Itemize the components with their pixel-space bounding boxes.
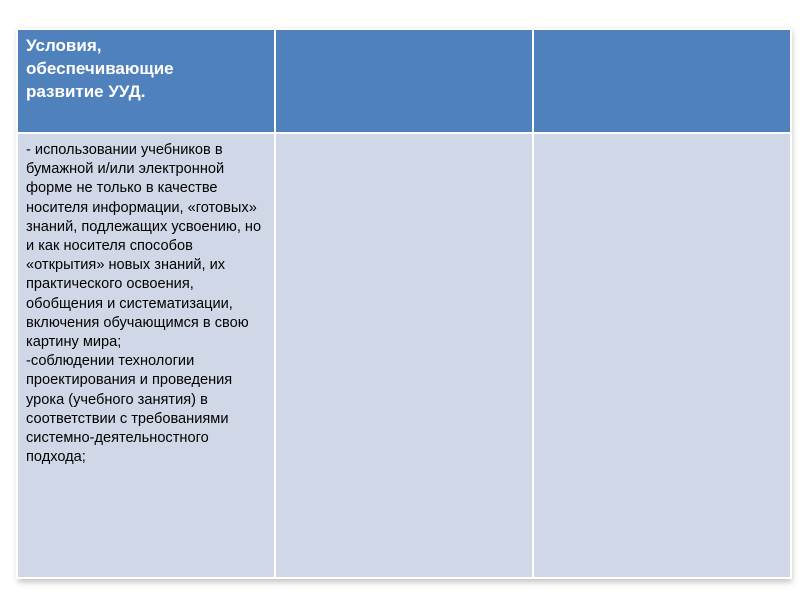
table-container xyxy=(16,28,790,579)
body-cell-3 xyxy=(533,133,791,578)
table-header-row xyxy=(17,29,791,133)
body-cell-2 xyxy=(275,133,533,578)
header-cell-conditions xyxy=(17,29,275,133)
header-cell-3 xyxy=(533,29,791,133)
body-cell-conditions-text: - использовании учебников в бумажной и/или электронной форме не только в качестве носителя информации, «готовых» знаний, подлежащих усвоению, но и как носителя способов «открытия» новых знаний, их практического освоения, обобщения и систематизации, включения обучающимся в свою картину мира; -соблюдении технологии проектирования и проведения урока (учебного занятия) в соответствии с требованиями системно-деятельностного подхода; xyxy=(17,133,275,578)
conditions-table xyxy=(16,28,792,579)
header-cell-conditions-text: Условия, обеспечивающие развитие УУД. xyxy=(26,36,174,101)
table-body-row xyxy=(17,133,791,578)
header-cell-2 xyxy=(275,29,533,133)
